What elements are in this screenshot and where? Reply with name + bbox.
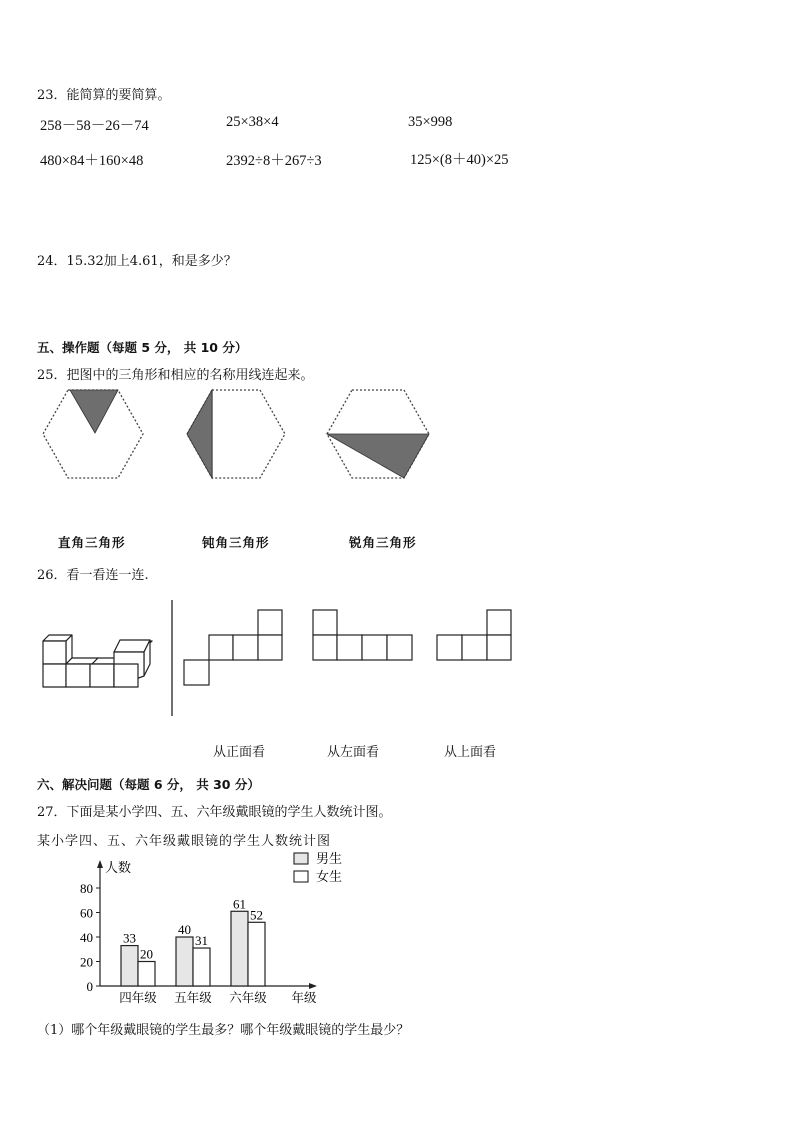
q23-expr-3: 35×998 bbox=[408, 114, 453, 130]
label-right-triangle: 直角三角形 bbox=[58, 535, 126, 550]
q23-expr-6: 125×(8＋40)×25 bbox=[410, 152, 509, 168]
q23-expr-2: 25×38×4 bbox=[226, 114, 279, 130]
y-tick-label: 40 bbox=[80, 930, 93, 945]
q23-expr-4: 480×84＋160×48 bbox=[40, 153, 144, 169]
chart-title: 某小学四、五、六年级戴眼镜的学生人数统计图 bbox=[37, 834, 332, 849]
label-front-view: 从正面看 bbox=[213, 745, 266, 760]
legend-swatch bbox=[294, 853, 308, 864]
q27-sub1: （1）哪个年级戴眼镜的学生最多？哪个年级戴眼镜的学生最少？ bbox=[37, 1023, 410, 1038]
bar bbox=[176, 937, 193, 986]
data-label: 52 bbox=[250, 907, 263, 923]
data-label: 61 bbox=[233, 896, 246, 912]
y-tick-label: 20 bbox=[80, 954, 93, 970]
y-tick-label: 80 bbox=[80, 881, 93, 896]
q27-title: 27．下面是某小学四、五、六年级戴眼镜的学生人数统计图。 bbox=[37, 805, 392, 820]
bar bbox=[138, 962, 155, 987]
bar bbox=[193, 948, 210, 986]
section5-title: 五、操作题（每题 5 分， 共 10 分） bbox=[37, 340, 248, 355]
y-axis-label: 人数 bbox=[105, 861, 132, 876]
data-label: 20 bbox=[140, 946, 153, 962]
label-left-view: 从左面看 bbox=[327, 745, 380, 760]
section6-title: 六、解决问题（每题 6 分， 共 30 分） bbox=[37, 777, 260, 792]
x-axis-label: 年级 bbox=[291, 990, 317, 1005]
label-obtuse-triangle: 钝角三角形 bbox=[202, 535, 270, 550]
q25-title: 25．把图中的三角形和相应的名称用线连起来。 bbox=[37, 368, 314, 383]
legend-swatch bbox=[294, 871, 308, 882]
data-label: 33 bbox=[123, 930, 136, 946]
q23-expr-5: 2392÷8＋267÷3 bbox=[226, 153, 322, 169]
bar bbox=[231, 911, 248, 986]
q23-expr-1: 258－58－26－74 bbox=[40, 118, 149, 134]
legend-label: 女生 bbox=[316, 870, 343, 885]
label-top-view: 从上面看 bbox=[444, 745, 497, 760]
data-label: 31 bbox=[195, 933, 208, 949]
y-tick-label: 60 bbox=[80, 905, 93, 921]
y-tick-label: 0 bbox=[86, 979, 93, 994]
y-axis-arrow bbox=[97, 860, 103, 868]
data-label: 40 bbox=[178, 922, 191, 937]
category-label: 六年级 bbox=[229, 990, 267, 1005]
category-label: 五年级 bbox=[174, 990, 212, 1005]
bar bbox=[121, 946, 138, 986]
q26-title: 26．看一看连一连. bbox=[37, 568, 149, 583]
category-label: 四年级 bbox=[119, 990, 157, 1005]
x-axis-arrow bbox=[309, 983, 317, 989]
q23-title: 23．能简算的要简算。 bbox=[37, 88, 171, 103]
label-acute-triangle: 锐角三角形 bbox=[349, 535, 417, 550]
legend-label: 男生 bbox=[316, 852, 343, 867]
bar bbox=[248, 922, 265, 986]
q24-title: 24．15.32加上4.61，和是多少？ bbox=[37, 254, 237, 269]
